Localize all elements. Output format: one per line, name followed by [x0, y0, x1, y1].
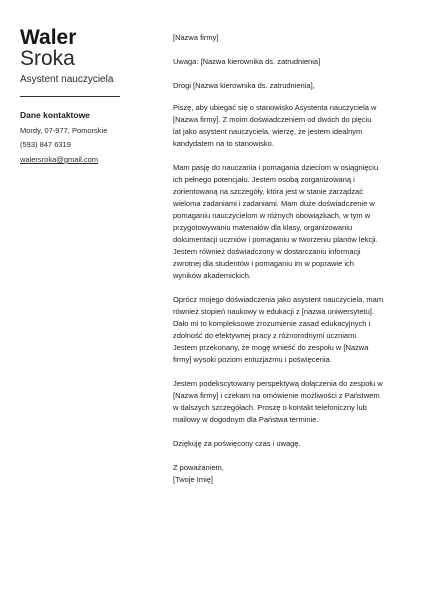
paragraph-line: zdolność do efektywnej pracy z różnorodnymi uczniami.: [173, 331, 359, 340]
paragraph-line: kandydatem na to stanowisko.: [173, 139, 274, 148]
paragraph-line: Jestem przekonany, że mogę wnieść do zespołu w [Nazwa: [173, 343, 369, 352]
paragraph-line: w dalszych szczegółach. Proszę o kontakt telefoniczny lub: [173, 403, 367, 412]
company-line: [Nazwa firmy]: [173, 33, 219, 42]
closing-text: Z poważaniem,: [173, 463, 224, 472]
attention-text: Uwaga: [Nazwa kierownika ds. zatrudnienia]: [173, 57, 321, 66]
paragraph-line: zwrotnej dla studentów i pomaganiu im w poprawie ich: [173, 259, 354, 268]
attention-line: [173, 56, 413, 68]
paragraph-line: Piszę, aby ubiegać się o stanowisko Asystenta nauczyciela w: [173, 103, 377, 112]
paragraph-line: wyników akademickich.: [173, 271, 251, 280]
contact-email-link[interactable]: walersroka@gmail.com: [20, 155, 99, 164]
last-name: Sroka: [20, 47, 75, 70]
paragraph-line: Jestem również doświadczony w dostarczaniu informacji: [173, 247, 361, 256]
job-title: Asystent nauczyciela: [20, 74, 114, 85]
paragraph-line: [Nazwa firmy] i czekam na omówienie możliwości z Państwem: [173, 391, 380, 400]
paragraph-line: lat jako asystent nauczyciela, wierzę, że jestem idealnym: [173, 127, 363, 136]
contact-phone: (593) 847 6319: [20, 140, 71, 149]
greeting: [173, 80, 413, 92]
paragraph-experience: [173, 162, 413, 282]
paragraph-line: pomaganiu nauczycielom w różnych obowiązkach, w tym w: [173, 211, 371, 220]
contact-address: Mordy, 07-977, Pomorskie: [20, 126, 108, 135]
greeting-text: Drogi [Nazwa kierownika ds. zatrudnienia],: [173, 81, 315, 90]
paragraph-intro: [173, 102, 413, 150]
paragraph-line: Dało mi to kompleksowe zrozumienie zasad edukacyjnych i: [173, 319, 371, 328]
paragraph-line: mailowy w dogodnym dla Państwa terminie.: [173, 415, 319, 424]
paragraph-line: [Nazwa firmy]. Z moim doświadczeniem od dwóch do pięciu: [173, 115, 372, 124]
paragraph-line: Oprócz mojego doświadczenia jako asystent nauczyciela, mam: [173, 295, 384, 304]
paragraph-education: [173, 294, 413, 366]
first-name: Waler: [20, 26, 77, 49]
signature: [Twoje Imię]: [173, 475, 214, 484]
letter-body: [173, 32, 413, 486]
paragraph-line: zorientowaną na szczegóły, która jest w stanie zarządzać: [173, 187, 363, 196]
paragraph-line: ich pełnego potencjału. Jestem osobą zorganizowaną i: [173, 175, 355, 184]
contact-heading: Dane kontaktowe: [20, 110, 90, 120]
closing: [173, 462, 413, 486]
paragraph-line: również stopień naukowy w edukacji z [nazwa uniwersytetu].: [173, 307, 374, 316]
paragraph-line: firmy] wysoki poziom entuzjazmu i poświęcenia.: [173, 355, 332, 364]
paragraph-line: Mam pasję do nauczania i pomagania dzieciom w osiągnięciu: [173, 163, 379, 172]
paragraph-line: przygotowywaniu materiałów dla klasy, organizowaniu: [173, 223, 353, 232]
paragraph-thanks: [173, 438, 413, 450]
paragraph-line: dokumentacji uczniów i pomaganiu w tworzeniu planów lekcji.: [173, 235, 378, 244]
paragraph-line: Jestem podekscytowany perspektywą dołączenia do zespołu w: [173, 379, 383, 388]
company-name: [173, 32, 413, 44]
divider: [20, 96, 120, 97]
paragraph-line: wieloma zadaniami i zadaniami. Mam duże doświadczenie w: [173, 199, 375, 208]
paragraph-line: Dziękuję za poświęcony czas i uwagę.: [173, 439, 301, 448]
paragraph-interest: [173, 378, 413, 426]
